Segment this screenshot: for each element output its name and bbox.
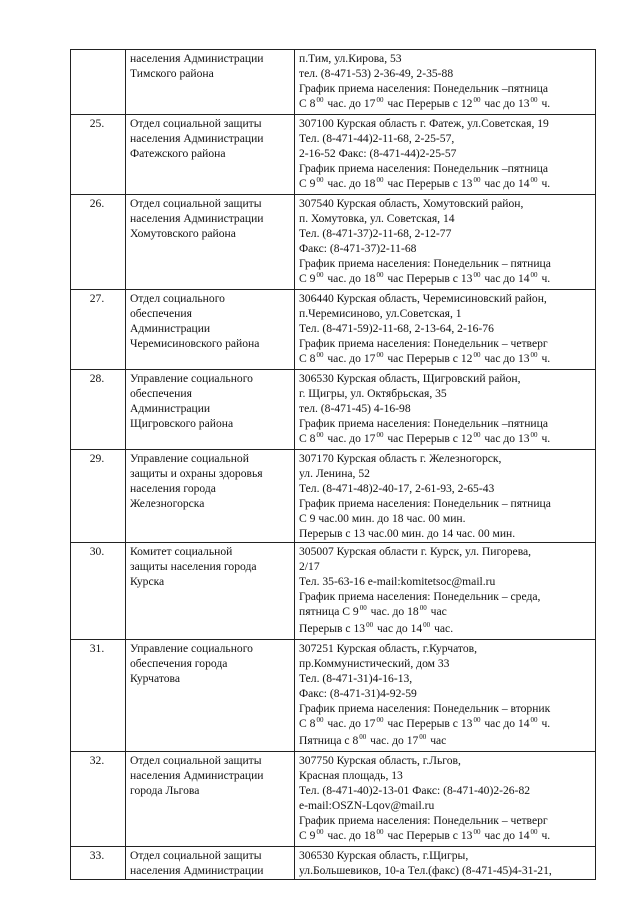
contact-info-line: 306440 Курская область, Черемисиновский район, — [299, 292, 547, 305]
contact-info-line: 307100 Курская область г. Фатеж, ул.Советская, 19 — [299, 117, 549, 130]
superscript-minutes: 00 — [316, 431, 324, 439]
contact-info — [295, 847, 596, 880]
organization-name-line: населения города — [130, 482, 216, 495]
contact-info-line: График приема населения: Понедельник – пятница — [299, 257, 551, 270]
contact-info-line: Красная площадь, 13 — [299, 769, 403, 782]
superscript-minutes: 00 — [473, 96, 481, 104]
organization-name — [126, 640, 295, 752]
table-row — [71, 543, 596, 640]
row-number: 33. — [71, 847, 126, 880]
contact-info-line: График приема населения: Понедельник – четверг — [299, 814, 548, 827]
organization-name — [126, 50, 295, 115]
organization-name-line: Отдел социальной защиты — [130, 117, 262, 130]
organization-name-line: Администрации — [130, 402, 211, 415]
superscript-minutes: 00 — [473, 716, 481, 724]
row-number: 32. — [71, 752, 126, 847]
contact-info — [295, 450, 596, 543]
organization-name-line: населения Администрации — [130, 212, 264, 225]
organization-name-line: Щигровского района — [130, 417, 234, 430]
organization-name — [126, 115, 295, 195]
superscript-minutes: 00 — [419, 733, 427, 741]
contact-info-line: С $9^{00}$ час. до $18^{00}$ час Перерыв с $13^{00}$ час до $14^{00}$ ч. — [299, 176, 551, 190]
contact-info-line: Перерыв с $13^{00}$ час до $14^{00}$ час. — [299, 621, 454, 635]
organization-name-line: Черемисиновского района — [130, 337, 260, 350]
superscript-minutes: 00 — [530, 351, 538, 359]
superscript-minutes: 00 — [419, 604, 427, 612]
row-number — [71, 50, 126, 115]
superscript-minutes: 00 — [376, 176, 384, 184]
superscript-minutes: 00 — [530, 176, 538, 184]
organization-name-line: Администрации — [130, 322, 211, 335]
superscript-minutes: 00 — [530, 271, 538, 279]
superscript-minutes: 00 — [316, 828, 324, 836]
superscript-minutes: 00 — [376, 431, 384, 439]
table-row — [71, 370, 596, 450]
superscript-minutes: 00 — [316, 176, 324, 184]
contact-info-line: График приема населения: Понедельник –пятница — [299, 417, 548, 430]
contact-info-line: Тел. (8-471-48)2-40-17, 2-61-93, 2-65-43 — [299, 482, 495, 495]
superscript-minutes: 00 — [359, 604, 367, 612]
organization-name-line: Управление социального — [130, 372, 253, 385]
organization-name — [126, 543, 295, 640]
superscript-minutes: 00 — [376, 828, 384, 836]
contact-info — [295, 50, 596, 115]
organization-name-line: Курска — [130, 575, 165, 588]
contact-info-line: График приема населения: Понедельник – пятница — [299, 497, 551, 510]
table-row — [71, 752, 596, 847]
contact-info-line: С $9^{00}$ час. до $18^{00}$ час Перерыв с $13^{00}$ час до $14^{00}$ ч. — [299, 828, 551, 842]
table-row — [71, 50, 596, 115]
organization-name-line: Фатежского района — [130, 147, 226, 160]
contact-info-line: тел. (8-471-45) 4-16-98 — [299, 402, 411, 415]
organization-name-line: населения Администрации — [130, 132, 264, 145]
contact-info-line: Тел. (8-471-44)2-11-68, 2-25-57, — [299, 132, 455, 145]
organization-name-line: защиты и охраны здоровья — [130, 467, 263, 480]
organization-name-line: Курчатова — [130, 672, 181, 685]
contact-info-line: С 9 час.00 мин. до 18 час. 00 мин. — [299, 512, 466, 525]
organization-name-line: Отдел социальной защиты — [130, 197, 262, 210]
organization-name — [126, 195, 295, 290]
organization-name — [126, 847, 295, 880]
contact-info-line: 2-16-52 Факс: (8-471-44)2-25-57 — [299, 147, 457, 160]
row-number: 27. — [71, 290, 126, 370]
organization-name-line: обеспечения — [130, 307, 192, 320]
superscript-minutes: 00 — [530, 96, 538, 104]
organization-name-line: населения Администрации — [130, 769, 264, 782]
contact-info-line: График приема населения: Понедельник – вторник — [299, 702, 551, 715]
table-row — [71, 195, 596, 290]
organization-name-line: населения Администрации — [130, 864, 264, 877]
table-row — [71, 115, 596, 195]
superscript-minutes: 00 — [530, 431, 538, 439]
contact-info-line: Перерыв с 13 час.00 мин. до 14 час. 00 мин. — [299, 527, 516, 540]
organization-name — [126, 752, 295, 847]
contact-info-line: Тел. (8-471-40)2-13-01 Факс: (8-471-40)2-26-82 — [299, 784, 531, 797]
contact-info-line: С $8^{00}$ час. до $17^{00}$ час Перерыв с $13^{00}$ час до $14^{00}$ ч. — [299, 716, 551, 730]
contact-info-line: Тел. (8-471-59)2-11-68, 2-13-64, 2-16-76 — [299, 322, 494, 335]
contact-info — [295, 115, 596, 195]
contact-info — [295, 752, 596, 847]
contact-info — [295, 640, 596, 752]
contact-info-line: 306530 Курская область, Щигровский район, — [299, 372, 521, 385]
contact-info-line: 307540 Курская область, Хомутовский район, — [299, 197, 524, 210]
contact-info-line: 307251 Курская область, г.Курчатов, — [299, 642, 478, 655]
contact-info-line: Факс: (8-471-37)2-11-68 — [299, 242, 417, 255]
superscript-minutes: 00 — [366, 621, 374, 629]
organization-name — [126, 370, 295, 450]
table-row — [71, 450, 596, 543]
organization-name — [126, 450, 295, 543]
superscript-minutes: 00 — [376, 96, 384, 104]
contact-info-line: С $9^{00}$ час. до $18^{00}$ час Перерыв с $13^{00}$ час до $14^{00}$ ч. — [299, 271, 551, 285]
contact-info-line: пр.Коммунистический, дом 33 — [299, 657, 450, 670]
contact-info-line: п.Тим, ул.Кирова, 53 — [299, 52, 402, 65]
superscript-minutes: 00 — [530, 716, 538, 724]
contact-info-line: График приема населения: Понедельник – четверг — [299, 337, 548, 350]
contact-info-line: Тел. (8-471-37)2-11-68, 2-12-77 — [299, 227, 452, 240]
organization-name-line: Тимского района — [130, 67, 214, 80]
organization-name-line: Управление социального — [130, 642, 253, 655]
table-row — [71, 290, 596, 370]
superscript-minutes: 00 — [376, 271, 384, 279]
organization-name-line: Отдел социальной защиты — [130, 849, 262, 862]
organization-name-line: Отдел социальной защиты — [130, 754, 262, 767]
row-number: 30. — [71, 543, 126, 640]
organization-name-line: Хомутовского района — [130, 227, 236, 240]
contact-info-line: г. Щигры, ул. Октябрьская, 35 — [299, 387, 447, 400]
contact-info-line: 307170 Курская область г. Железногорск, — [299, 452, 502, 465]
superscript-minutes: 00 — [316, 96, 324, 104]
contact-info-line: С $8^{00}$ час. до $17^{00}$ час Перерыв с $12^{00}$ час до $13^{00}$ ч. — [299, 431, 551, 445]
superscript-minutes: 00 — [473, 828, 481, 836]
contact-info-line: тел. (8-471-53) 2-36-49, 2-35-88 — [299, 67, 454, 80]
row-number: 31. — [71, 640, 126, 752]
organization-name-line: Управление социальной — [130, 452, 249, 465]
table-row — [71, 847, 596, 880]
contact-info-line: Тел. 35-63-16 e-mail:komitetsoc@mail.ru — [299, 575, 496, 588]
superscript-minutes: 00 — [376, 716, 384, 724]
contact-info-line: ул.Большевиков, 10-а Тел.(факс) (8-471-45)4-31-21, — [299, 864, 552, 877]
row-number: 25. — [71, 115, 126, 195]
contact-info — [295, 195, 596, 290]
contact-info-line: п. Хомутовка, ул. Советская, 14 — [299, 212, 455, 225]
row-number: 26. — [71, 195, 126, 290]
contact-info-line: ул. Ленина, 52 — [299, 467, 370, 480]
contact-info — [295, 290, 596, 370]
contact-info-line: п.Черемисиново, ул.Советская, 1 — [299, 307, 462, 320]
contact-info-line: 305007 Курская области г. Курск, ул. Пигорева, — [299, 545, 532, 558]
superscript-minutes: 00 — [473, 351, 481, 359]
superscript-minutes: 00 — [376, 351, 384, 359]
organization-name-line: Отдел социального — [130, 292, 225, 305]
contact-info — [295, 543, 596, 640]
contact-info-line: График приема населения: Понедельник –пятница — [299, 162, 548, 175]
superscript-minutes: 00 — [473, 431, 481, 439]
superscript-minutes: 00 — [316, 351, 324, 359]
row-number: 29. — [71, 450, 126, 543]
organization-name — [126, 290, 295, 370]
organization-name-line: города Льгова — [130, 784, 200, 797]
superscript-minutes: 00 — [473, 176, 481, 184]
organization-name-line: населения Администрации — [130, 52, 264, 65]
directory-table-body — [71, 50, 596, 880]
contact-info-line: С $8^{00}$ час. до $17^{00}$ час Перерыв с $12^{00}$ час до $13^{00}$ ч. — [299, 351, 551, 365]
contact-info-line: 2/17 — [299, 560, 320, 573]
organization-name-line: Комитет социальной — [130, 545, 233, 558]
contact-info-line: С $8^{00}$ час. до $17^{00}$ час Перерыв с $12^{00}$ час до $13^{00}$ ч. — [299, 96, 551, 110]
contact-info-line: Пятница с $8^{00}$ час. до $17^{00}$ час — [299, 733, 447, 747]
superscript-minutes: 00 — [316, 271, 324, 279]
superscript-minutes: 00 — [473, 271, 481, 279]
contact-info-line: e-mail:OSZN-Lqov@mail.ru — [299, 799, 435, 812]
contact-info-line: Тел. (8-471-31)4-16-13, — [299, 672, 413, 685]
contact-info-line: График приема населения: Понедельник –пятница — [299, 82, 548, 95]
contact-info-line: 307750 Курская область, г.Льгов, — [299, 754, 461, 767]
directory-table — [70, 49, 596, 880]
contact-info-line: 306530 Курская область, г.Щигры, — [299, 849, 469, 862]
superscript-minutes: 00 — [423, 621, 431, 629]
contact-info-line: Факс: (8-471-31)4-92-59 — [299, 687, 417, 700]
organization-name-line: обеспечения — [130, 387, 192, 400]
superscript-minutes: 00 — [530, 828, 538, 836]
contact-info-line: пятница С $9^{00}$ час. до $18^{00}$ час — [299, 604, 447, 618]
organization-name-line: обеспечения города — [130, 657, 228, 670]
contact-info — [295, 370, 596, 450]
row-number: 28. — [71, 370, 126, 450]
organization-name-line: Железногорска — [130, 497, 205, 510]
contact-info-line: График приема населения: Понедельник – среда, — [299, 590, 541, 603]
superscript-minutes: 00 — [359, 733, 367, 741]
table-row — [71, 640, 596, 752]
organization-name-line: защиты населения города — [130, 560, 257, 573]
superscript-minutes: 00 — [316, 716, 324, 724]
